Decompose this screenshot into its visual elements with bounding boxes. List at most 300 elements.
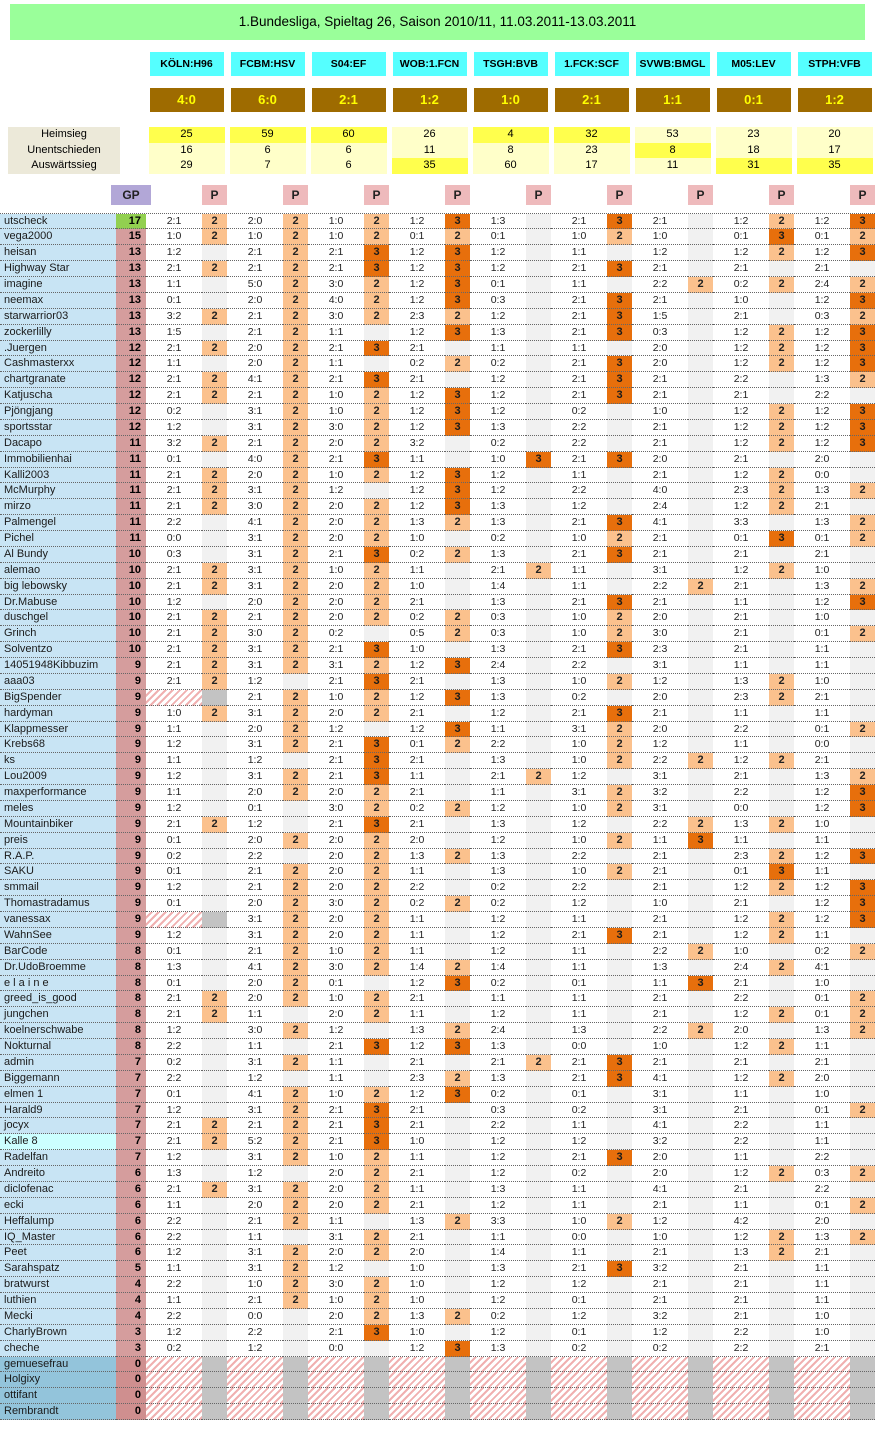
points-cell [202, 404, 227, 420]
points-cell [445, 1277, 470, 1293]
prediction-cell: 2:1 [551, 547, 607, 563]
points-cell: 2 [445, 356, 470, 372]
points-cell [850, 468, 875, 484]
points-cell: 2 [769, 1071, 794, 1087]
prediction-cell: 1:0 [389, 1293, 445, 1309]
prediction-cell: 4:1 [227, 515, 283, 531]
points-cell [769, 1277, 794, 1293]
prediction-cell: 1:1 [794, 833, 850, 849]
points-cell [769, 737, 794, 753]
points-cell: 3 [364, 245, 389, 261]
prediction-cell-missing [308, 1404, 364, 1420]
prediction-cell: 3:1 [227, 1103, 283, 1119]
points-cell [202, 531, 227, 547]
player-name: BarCode [0, 944, 116, 960]
points-cell: 2 [283, 833, 308, 849]
points-cell: 3 [688, 976, 713, 992]
points-cell [526, 229, 551, 245]
points-cell: 3 [769, 864, 794, 880]
prediction-cell: 2:1 [713, 1182, 769, 1198]
points-cell: 2 [283, 1118, 308, 1134]
points-cell: 3 [850, 436, 875, 452]
prediction-cell: 2:1 [713, 610, 769, 626]
prediction-cell: 2:1 [146, 388, 202, 404]
prediction-cell: 2:1 [146, 372, 202, 388]
prediction-cell: 2:1 [551, 1261, 607, 1277]
points-cell: 2 [688, 277, 713, 293]
points-cell [850, 1039, 875, 1055]
points-cell [850, 864, 875, 880]
prediction-cell: 1:0 [308, 563, 364, 579]
prediction-cell: 3:0 [227, 1023, 283, 1039]
prediction-cell: 2:1 [146, 642, 202, 658]
prediction-cell: 3:1 [632, 801, 688, 817]
points-cell: 2 [283, 1214, 308, 1230]
prediction-cell: 1:2 [146, 801, 202, 817]
points-cell: 2 [850, 531, 875, 547]
prediction-cell: 1:0 [794, 1309, 850, 1325]
points-cell [283, 1404, 308, 1420]
player-name: BigSpender [0, 690, 116, 706]
prediction-cell: 2:1 [389, 1166, 445, 1182]
prediction-cell: 1:0 [389, 642, 445, 658]
prediction-cell: 2:1 [632, 928, 688, 944]
points-cell [445, 769, 470, 785]
points-cell: 3 [364, 1118, 389, 1134]
prediction-cell: 1:1 [794, 658, 850, 674]
points-cell: 3 [445, 404, 470, 420]
player-gp: 0 [116, 1404, 146, 1420]
points-cell: 2 [283, 944, 308, 960]
player-row [0, 1166, 875, 1182]
points-cell: 3 [607, 325, 632, 341]
points-cell [202, 515, 227, 531]
percent-cell: 8 [473, 143, 549, 159]
player-row [0, 1325, 875, 1341]
prediction-cell: 1:2 [389, 245, 445, 261]
points-cell [526, 1404, 551, 1420]
match-header: S04:EF [312, 52, 386, 76]
prediction-cell: 1:2 [632, 737, 688, 753]
player-row [0, 515, 875, 531]
prediction-cell: 0:3 [146, 547, 202, 563]
points-cell [526, 1341, 551, 1357]
match-headers-row [0, 52, 875, 76]
player-gp: 9 [116, 880, 146, 896]
player-name: McMurphy [0, 483, 116, 499]
prediction-cell: 0:2 [470, 436, 526, 452]
prediction-cell: 1:2 [713, 563, 769, 579]
prediction-cell: 2:1 [146, 1118, 202, 1134]
player-name: elmen 1 [0, 1087, 116, 1103]
prediction-cell: 1:0 [146, 229, 202, 245]
points-cell: 2 [769, 341, 794, 357]
prediction-cell: 2:1 [146, 1182, 202, 1198]
percent-cell: 20 [797, 127, 873, 143]
prediction-cell: 2:0 [794, 1214, 850, 1230]
points-cell [769, 896, 794, 912]
prediction-cell: 3:1 [227, 547, 283, 563]
prediction-cell: 1:3 [146, 960, 202, 976]
player-row [0, 1103, 875, 1119]
points-cell [526, 1118, 551, 1134]
prediction-cell: 1:3 [389, 1023, 445, 1039]
points-cell [769, 944, 794, 960]
points-cell [283, 801, 308, 817]
prediction-cell: 2:0 [308, 1309, 364, 1325]
prediction-cell: 0:0 [551, 1230, 607, 1246]
prediction-cell: 1:3 [389, 515, 445, 531]
prediction-cell: 2:1 [632, 372, 688, 388]
prediction-cell: 2:1 [227, 1293, 283, 1309]
prediction-cell: 2:1 [551, 1055, 607, 1071]
prediction-cell: 1:3 [470, 1341, 526, 1357]
prediction-cell: 2:1 [146, 991, 202, 1007]
points-cell [202, 1309, 227, 1325]
prediction-cell: 1:0 [389, 1277, 445, 1293]
player-name: Holgixy [0, 1372, 116, 1388]
prediction-cell: 1:0 [551, 626, 607, 642]
match-result: 1:2 [393, 88, 467, 112]
player-row [0, 1071, 875, 1087]
prediction-cell: 2:0 [308, 579, 364, 595]
points-column-header: P [769, 185, 794, 205]
points-cell: 2 [283, 896, 308, 912]
player-gp: 11 [116, 452, 146, 468]
points-cell [607, 1277, 632, 1293]
prediction-cell: 1:1 [308, 1214, 364, 1230]
prediction-cell: 1:2 [227, 1341, 283, 1357]
points-cell: 2 [445, 1071, 470, 1087]
prediction-cell: 0:2 [389, 801, 445, 817]
points-cell [202, 1261, 227, 1277]
player-row [0, 547, 875, 563]
points-cell [202, 1404, 227, 1420]
points-cell [526, 1309, 551, 1325]
points-cell [850, 261, 875, 277]
points-cell [769, 1261, 794, 1277]
points-cell [769, 1357, 794, 1373]
player-name: IQ_Master [0, 1230, 116, 1246]
prediction-cell: 3:1 [632, 1103, 688, 1119]
prediction-cell: 2:1 [389, 785, 445, 801]
points-cell: 2 [202, 563, 227, 579]
prediction-cell: 1:1 [146, 785, 202, 801]
points-cell [526, 1198, 551, 1214]
points-cell: 2 [283, 341, 308, 357]
player-gp: 8 [116, 944, 146, 960]
prediction-cell: 2:0 [308, 499, 364, 515]
points-cell: 2 [364, 833, 389, 849]
player-gp: 9 [116, 658, 146, 674]
points-cell [688, 1007, 713, 1023]
points-cell [688, 547, 713, 563]
prediction-cell: 0:1 [794, 531, 850, 547]
prediction-cell: 1:2 [713, 436, 769, 452]
prediction-cell: 1:3 [713, 817, 769, 833]
prediction-cell: 1:0 [551, 610, 607, 626]
points-cell: 2 [364, 579, 389, 595]
player-gp: 8 [116, 1039, 146, 1055]
points-cell [445, 595, 470, 611]
points-cell [850, 1404, 875, 1420]
points-cell [688, 1372, 713, 1388]
player-name: sportsstar [0, 420, 116, 436]
points-cell: 2 [607, 833, 632, 849]
points-cell: 3 [364, 547, 389, 563]
points-cell [850, 737, 875, 753]
points-cell: 2 [202, 610, 227, 626]
prediction-cell: 2:2 [794, 1182, 850, 1198]
prediction-cell: 0:2 [146, 849, 202, 865]
player-name: starwarrior03 [0, 309, 116, 325]
points-cell [526, 404, 551, 420]
points-cell [526, 1325, 551, 1341]
prediction-cell: 1:0 [794, 817, 850, 833]
points-cell: 2 [364, 1087, 389, 1103]
prediction-cell: 1:1 [389, 912, 445, 928]
prediction-cell: 1:0 [308, 1150, 364, 1166]
points-cell [526, 1245, 551, 1261]
prediction-cell: 2:1 [146, 468, 202, 484]
points-cell [607, 817, 632, 833]
points-cell: 3 [445, 658, 470, 674]
points-cell [769, 1198, 794, 1214]
prediction-cell: 2:1 [470, 1055, 526, 1071]
prediction-cell: 0:2 [470, 1309, 526, 1325]
points-cell [445, 436, 470, 452]
points-cell: 3 [607, 372, 632, 388]
prediction-cell: 2:0 [308, 1198, 364, 1214]
player-name: hardyman [0, 706, 116, 722]
player-gp: 7 [116, 1103, 146, 1119]
points-cell [688, 372, 713, 388]
points-cell: 2 [850, 1007, 875, 1023]
points-cell [688, 722, 713, 738]
points-cell [850, 1150, 875, 1166]
points-cell [607, 245, 632, 261]
points-cell [445, 753, 470, 769]
points-cell: 2 [364, 293, 389, 309]
prediction-cell: 1:1 [713, 833, 769, 849]
prediction-cell: 2:1 [227, 388, 283, 404]
prediction-cell: 2:1 [389, 1055, 445, 1071]
points-cell [850, 706, 875, 722]
points-cell [850, 642, 875, 658]
player-gp: 12 [116, 372, 146, 388]
prediction-cell: 3:1 [227, 706, 283, 722]
points-cell [526, 642, 551, 658]
points-cell [526, 579, 551, 595]
points-cell [202, 1325, 227, 1341]
points-cell: 2 [283, 1293, 308, 1309]
prediction-cell: 1:2 [794, 896, 850, 912]
player-row [0, 991, 875, 1007]
match-result: 1:0 [474, 88, 548, 112]
prediction-cell: 1:2 [470, 309, 526, 325]
prediction-cell-missing [146, 1404, 202, 1420]
prediction-cell: 1:1 [470, 341, 526, 357]
prediction-cell: 2:1 [632, 912, 688, 928]
prediction-cell: 2:0 [632, 1166, 688, 1182]
points-cell [283, 674, 308, 690]
points-cell [688, 1404, 713, 1420]
prediction-cell: 1:2 [470, 1134, 526, 1150]
prediction-cell: 1:1 [389, 769, 445, 785]
prediction-cell: 1:1 [227, 1007, 283, 1023]
prediction-cell: 0:1 [146, 833, 202, 849]
prediction-cell: 2:1 [713, 1309, 769, 1325]
prediction-cell: 0:1 [551, 1325, 607, 1341]
player-row [0, 928, 875, 944]
prediction-cell: 1:2 [389, 468, 445, 484]
points-cell: 2 [364, 690, 389, 706]
player-row [0, 245, 875, 261]
player-gp: 8 [116, 1023, 146, 1039]
points-cell: 2 [769, 404, 794, 420]
prediction-cell: 2:1 [632, 849, 688, 865]
player-gp: 6 [116, 1245, 146, 1261]
percent-cell: 59 [230, 127, 306, 143]
points-cell [526, 341, 551, 357]
prediction-cell: 1:1 [713, 1150, 769, 1166]
percent-cell: 23 [554, 143, 630, 159]
prediction-cell: 2:1 [632, 1277, 688, 1293]
prediction-cell: 3:0 [308, 960, 364, 976]
points-cell [850, 1309, 875, 1325]
prediction-cell: 4:1 [227, 372, 283, 388]
points-cell [688, 1245, 713, 1261]
points-cell: 2 [607, 801, 632, 817]
prediction-cell: 1:2 [389, 293, 445, 309]
points-cell: 3 [445, 722, 470, 738]
points-cell [850, 976, 875, 992]
points-cell: 2 [850, 483, 875, 499]
points-cell [445, 817, 470, 833]
points-cell [202, 325, 227, 341]
points-cell: 2 [850, 277, 875, 293]
player-gp: 9 [116, 753, 146, 769]
prediction-cell: 1:3 [146, 1166, 202, 1182]
prediction-cell: 2:2 [551, 436, 607, 452]
points-cell: 2 [364, 801, 389, 817]
prediction-cell: 2:1 [632, 1293, 688, 1309]
prediction-cell: 1:2 [470, 261, 526, 277]
prediction-cell: 1:4 [470, 579, 526, 595]
prediction-cell: 0:1 [794, 1198, 850, 1214]
points-cell [445, 1198, 470, 1214]
prediction-cell: 1:0 [551, 753, 607, 769]
player-name: Biggemann [0, 1071, 116, 1087]
match-result: 4:0 [150, 88, 224, 112]
prediction-cell: 2:0 [227, 722, 283, 738]
points-cell [526, 722, 551, 738]
points-cell [850, 1388, 875, 1404]
points-cell [202, 976, 227, 992]
points-cell [526, 690, 551, 706]
points-cell: 3 [607, 309, 632, 325]
points-cell [607, 658, 632, 674]
prediction-cell: 1:1 [794, 1277, 850, 1293]
prediction-cell: 1:3 [794, 1230, 850, 1246]
prediction-cell: 1:2 [470, 801, 526, 817]
prediction-cell: 1:0 [308, 388, 364, 404]
points-cell [445, 531, 470, 547]
points-cell [850, 1325, 875, 1341]
prediction-cell: 1:2 [227, 1071, 283, 1087]
prediction-cell: 1:2 [470, 1198, 526, 1214]
prediction-cell: 2:0 [227, 785, 283, 801]
points-cell [202, 1055, 227, 1071]
points-cell [769, 1103, 794, 1119]
player-row [0, 1023, 875, 1039]
points-cell [526, 547, 551, 563]
points-cell: 2 [526, 769, 551, 785]
prediction-cell: 2:1 [227, 325, 283, 341]
prediction-cell: 2:1 [632, 1245, 688, 1261]
prediction-cell: 1:3 [470, 214, 526, 230]
match-header: FCBM:HSV [231, 52, 305, 76]
prediction-cell: 2:1 [713, 452, 769, 468]
player-name: Pichel [0, 531, 116, 547]
points-cell: 3 [445, 1341, 470, 1357]
points-cell [688, 674, 713, 690]
player-gp: 10 [116, 563, 146, 579]
points-cell [688, 706, 713, 722]
tendency-label: Auswärtssieg [31, 159, 97, 171]
points-cell [202, 1277, 227, 1293]
player-gp: 13 [116, 245, 146, 261]
player-name: Cashmasterxx [0, 356, 116, 372]
prediction-cell: 2:0 [227, 1198, 283, 1214]
points-cell [526, 1023, 551, 1039]
points-cell [607, 563, 632, 579]
prediction-cell: 0:2 [632, 1341, 688, 1357]
prediction-cell: 4:1 [632, 1182, 688, 1198]
points-cell: 3 [364, 1103, 389, 1119]
player-name: koelnerschwabe [0, 1023, 116, 1039]
points-cell [688, 1055, 713, 1071]
points-cell: 2 [283, 610, 308, 626]
prediction-cell: 2:1 [632, 436, 688, 452]
player-name: diclofenac [0, 1182, 116, 1198]
points-cell [283, 1039, 308, 1055]
prediction-cell: 0:3 [470, 293, 526, 309]
points-cell [202, 690, 227, 706]
points-cell [202, 356, 227, 372]
points-cell: 2 [364, 1230, 389, 1246]
points-cell: 2 [769, 245, 794, 261]
points-cell [607, 880, 632, 896]
points-cell [445, 944, 470, 960]
prediction-cell: 2:1 [227, 864, 283, 880]
prediction-cell: 2:4 [470, 1023, 526, 1039]
points-cell [688, 1214, 713, 1230]
points-cell [850, 658, 875, 674]
points-cell [526, 785, 551, 801]
prediction-cell: 2:2 [470, 1118, 526, 1134]
points-cell: 2 [769, 468, 794, 484]
prediction-cell: 3:1 [227, 642, 283, 658]
points-cell [850, 1372, 875, 1388]
percent-cell: 29 [149, 158, 225, 174]
points-cell [445, 1357, 470, 1373]
player-row [0, 452, 875, 468]
prediction-cell: 0:2 [389, 896, 445, 912]
prediction-cell: 2:2 [551, 880, 607, 896]
prediction-cell-missing [389, 1404, 445, 1420]
player-name: Radelfan [0, 1150, 116, 1166]
